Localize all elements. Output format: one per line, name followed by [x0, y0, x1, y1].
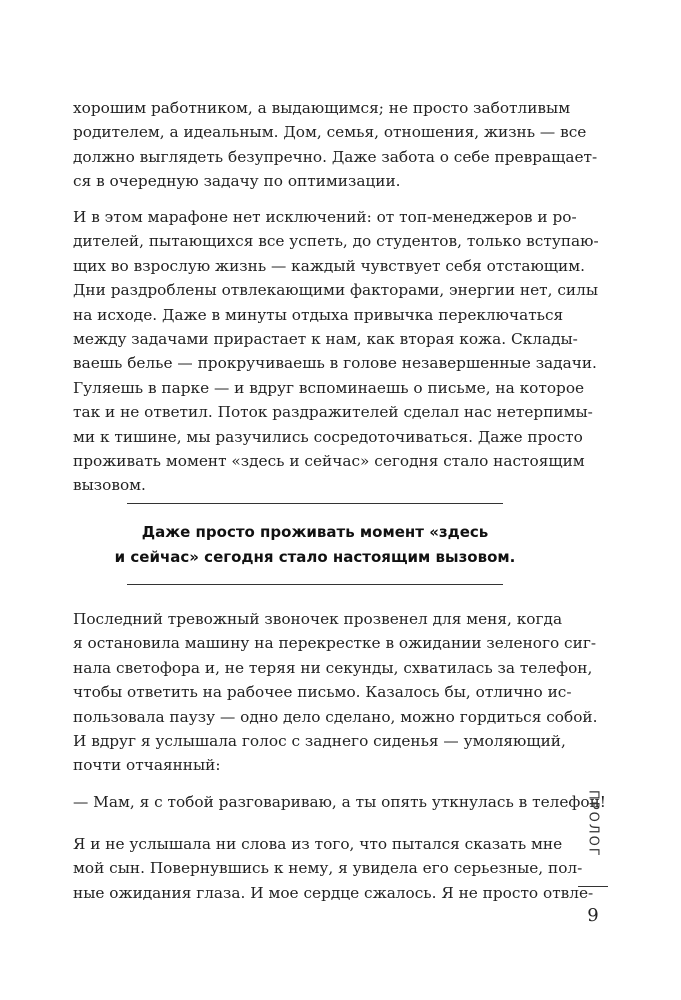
paragraph-1	[73, 96, 598, 194]
text-line: ные ожидания глаза. И мое сердце сжалось. Я не просто отвле-	[73, 883, 594, 902]
text-line: родителем, а идеальным. Дом, семья, отношения, жизнь — все	[73, 123, 587, 142]
text-line: И вдруг я услышала голос с заднего сиденья — умоляющий,	[73, 732, 566, 751]
text-line: Я и не услышала ни слова из того, что пытался сказать мне	[73, 835, 563, 853]
paragraph-3	[73, 607, 598, 778]
text-line: Последний тревожный звоночек прозвенел для меня, когда	[73, 610, 563, 628]
pull-quote-line: и сейчас» сегодня стало настоящим вызовом.	[114, 548, 516, 566]
text-line: Гуляешь в парке — и вдруг вспоминаешь о письме, на которое	[73, 378, 585, 397]
text-line: почти отчаянный:	[73, 756, 221, 775]
paragraph-2	[73, 205, 599, 498]
text-line: дителей, пытающихся все успеть, до студентов, только вступаю-	[73, 232, 599, 251]
text-line: хорошим работником, а выдающимся; не просто заботливым	[73, 99, 571, 117]
text-line: ми к тишине, мы разучились сосредоточиваться. Даже просто	[73, 427, 583, 446]
section-tab	[578, 790, 608, 886]
text-line: проживать момент «здесь и сейчас» сегодня стало настоящим	[73, 452, 585, 471]
text-line: ваешь белье — прокручиваешь в голове незавершенные задачи.	[73, 354, 597, 373]
pull-quote-bottom-rule	[127, 584, 503, 585]
text-line: должно выглядеть безупречно. Даже забота о себе превращает-	[73, 147, 598, 166]
text-line: И в этом марафоне нет исключений: от топ-менеджеров и ро-	[73, 208, 577, 226]
text-line: между задачами прирастает к нам, как вторая кожа. Склады-	[73, 330, 578, 349]
text-line: на исходе. Даже в минуты отдыха привычка переключаться	[73, 305, 564, 324]
text-line: ся в очередную задачу по оптимизации.	[73, 172, 401, 191]
text-line: вызовом.	[73, 476, 146, 495]
section-tab-rule	[578, 886, 608, 887]
text-line: Дни раздроблены отвлекающими факторами, энергии нет, силы	[73, 281, 599, 300]
text-line: чтобы ответить на рабочее письмо. Казалось бы, отлично ис-	[73, 683, 572, 702]
pull-quote-top-rule	[127, 503, 503, 504]
text-line: — Мам, я с тобой разговариваю, а ты опять уткнулась в телефон!	[73, 793, 606, 811]
pull-quote-line: Даже просто проживать момент «здесь	[141, 523, 489, 541]
text-line: щих во взрослую жизнь — каждый чувствует себя отстающим.	[73, 256, 585, 275]
pull-quote	[113, 520, 517, 570]
text-line: пользовала паузу — одно дело сделано, можно гордиться собой.	[73, 707, 598, 726]
paragraph-5	[73, 832, 594, 905]
section-label: ПРОЛОГ	[585, 790, 601, 858]
text-line: я остановила машину на перекрестке в ожидании зеленого сиг-	[73, 634, 596, 653]
text-line: мой сын. Повернувшись к нему, я увидела его серьезные, пол-	[73, 859, 583, 878]
text-line: нала светофора и, не теряя ни секунды, схватилась за телефон,	[73, 658, 593, 677]
page-number: 9	[587, 905, 599, 926]
text-line: так и не ответил. Поток раздражителей сделал нас нетерпимы-	[73, 403, 593, 422]
dialogue-line	[73, 790, 606, 814]
